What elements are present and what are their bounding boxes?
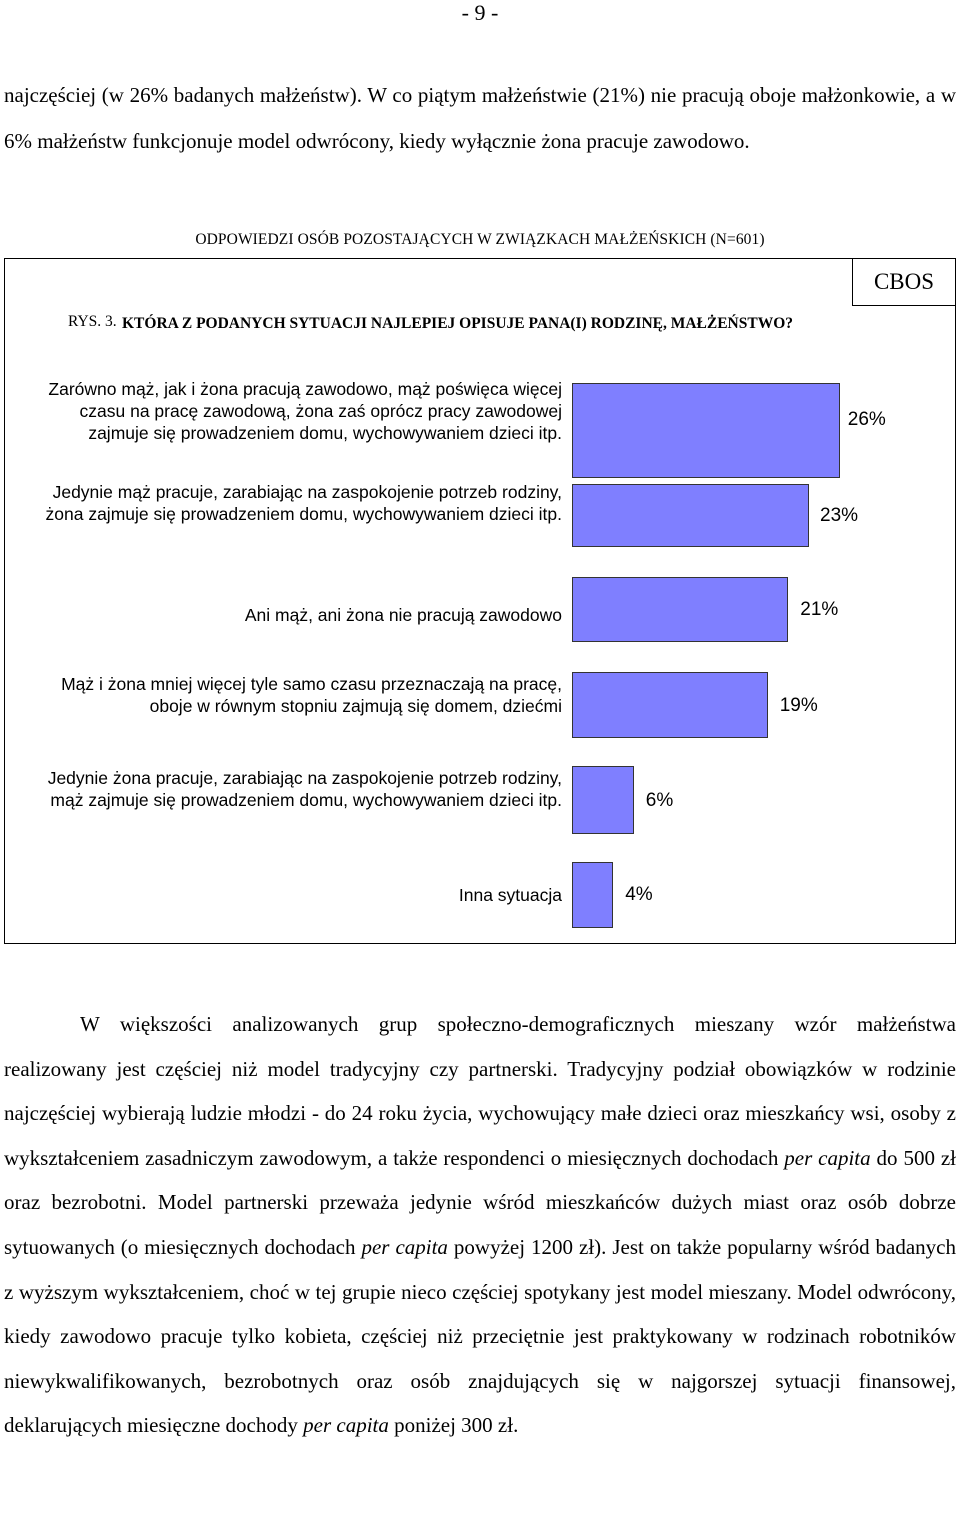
- page-number: - 9 -: [461, 0, 499, 25]
- survey-note: ODPOWIEDZI OSÓB POZOSTAJĄCYCH W ZWIĄZKACH MAŁŻEŃSKICH (N=601): [195, 231, 765, 248]
- text-run: poniżej 300 zł.: [388, 1413, 519, 1438]
- category-label: Jedynie żona pracuje, zarabiając na zaspokojenie potrzeb rodziny, mąż zajmuje się prowadzeniem domu, wychowywaniem dzieci itp.: [47, 768, 562, 810]
- text-run: W większości analizowanych grup społeczno-demograficznych mieszany wzór małżeństwa realizowany jest częściej niż model tradycyjny czy partnerski. Tradycyjny podział obowiązków w rodzinie najczęściej wybierają ludzie młodzi - do 24 roku życia, wychowujący małe dzieci oraz mieszkańcy wsi, osoby z wykształceniem zasadniczym zawodowym, a także respondenci o miesięcznych dochodach: [4, 1012, 956, 1170]
- bar: [572, 484, 809, 547]
- value-label: 6%: [645, 790, 674, 811]
- value-label: 4%: [625, 884, 653, 905]
- intro-paragraph: najczęściej (w 26% badanych małżeństw). W co piątym małżeństwie (21%) nie pracują oboje małżonkowie, a w 6% małżeństw funkcjonuje model odwrócony, kiedy wyłącznie żona pracuje zawodowo.: [4, 83, 956, 153]
- category-label: Inna sytuacja: [458, 885, 562, 905]
- bar: [572, 766, 634, 834]
- bar: [572, 862, 613, 928]
- figure-label: RYS. 3.: [68, 313, 117, 330]
- value-label: 19%: [779, 695, 818, 716]
- value-label: 21%: [800, 599, 839, 620]
- source-badge: CBOS: [852, 258, 956, 306]
- bar: [572, 672, 768, 738]
- text-run: do 500 zł oraz bezrobotni. Model partnerski przeważa jedynie wśród mieszkańców dużych miast oraz osób dobrze sytuowanych (o miesięcznych dochodach: [4, 1145, 957, 1259]
- italic-term: per capita: [361, 1234, 448, 1259]
- italic-term: per capita: [303, 1413, 389, 1438]
- figure-question: KTÓRA Z PODANYCH SYTUACJI NAJLEPIEJ OPISUJE PANA(I) RODZINĘ, MAŁŻEŃSTWO?: [122, 315, 794, 332]
- category-label: Mąż i żona mniej więcej tyle samo czasu przeznaczają na pracę, oboje w równym stopniu zajmują się domem, dziećmi: [61, 674, 562, 716]
- italic-term: per capita: [784, 1145, 871, 1170]
- category-label: Jedynie mąż pracuje, zarabiając na zaspokojenie potrzeb rodziny, żona zajmuje się prowadzeniem domu, wychowywaniem dzieci itp.: [45, 482, 562, 524]
- bar: [572, 383, 840, 478]
- value-label: 23%: [820, 505, 859, 526]
- category-label: Ani mąż, ani żona nie pracują zawodowo: [244, 605, 562, 625]
- category-label: Zarówno mąż, jak i żona pracują zawodowo, mąż poświęca więcej czasu na pracę zawodową, żona zaś oprócz pracy zawodowej zajmuje się prowadzeniem domu, wychowywaniem dzieci itp.: [48, 379, 562, 443]
- bar: [572, 577, 788, 642]
- text-run: powyżej 1200 zł). Jest on także popularny wśród badanych z wyższym wykształceniem, choć w tej grupie nieco częściej spotykany jest model mieszany. Model odwrócony, kiedy zawodowo pracuje tylko kobieta, częściej niż przeciętnie jest praktykowany w rodzinach robotników niewykwalifikowanych, bezrobotnych oraz osób znajdujących się w najgorszej sytuacji finansowej, deklarujących miesięczne dochody: [4, 1234, 957, 1438]
- value-label: 26%: [847, 409, 886, 430]
- body-paragraph: [4, 1002, 956, 1448]
